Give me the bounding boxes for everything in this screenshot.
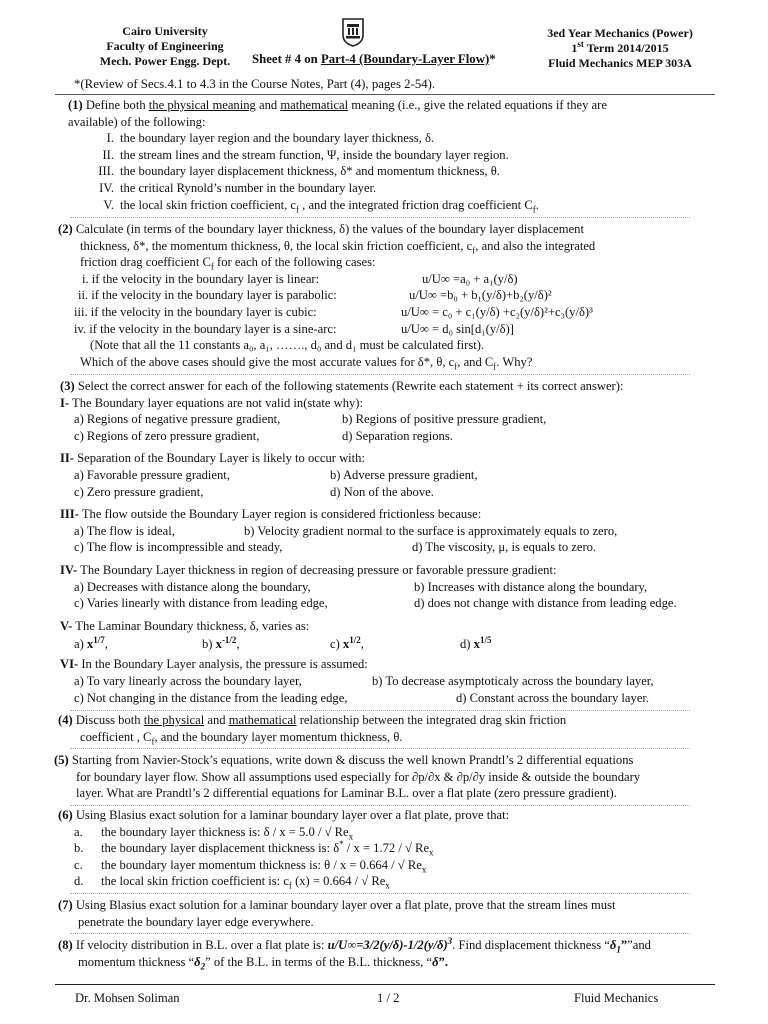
course-header xyxy=(530,26,710,71)
q1-item-5: V. the local skin friction coefficient, $c_f$ , and the integrated friction drag coefficient $C_f$. xyxy=(103,197,539,215)
q1-item-4: IV. the critical Rynold’s number in the boundary layer. xyxy=(99,180,377,195)
university-logo-icon xyxy=(340,17,366,47)
separator xyxy=(70,893,690,894)
question-8: (8) If velocity distribution in B.L. over a flat plate is: $u/U\infty=3/2(y/\delta)-1/2(y/\delta)^3$. Find displacement thickness “$\delta_1””and$ momentum thickness “$\delta_2$” of the B.L. in terms of the B.L. thickness, “δ”. xyxy=(58,935,651,972)
review-note: *(Review of Secs.4.1 to 4.3 in the Course Notes, Part (4), pages 2-54). xyxy=(74,77,436,91)
faculty-name: Faculty of Engineering xyxy=(106,39,224,53)
q3-part-I: I- The Boundary layer equations are not valid in(state why): xyxy=(60,395,363,410)
q3-part-II: II- Separation of the Boundary Layer is likely to occur with: xyxy=(60,451,365,466)
q1-item-2: II. the stream lines and the stream function, Ψ, inside the boundary layer region. xyxy=(102,147,509,162)
separator xyxy=(70,374,690,375)
university-header xyxy=(70,24,260,69)
separator xyxy=(70,805,690,806)
course-code: Fluid Mechanics MEP 303A xyxy=(548,56,692,70)
question-6: (6) Using Blasius exact solution for a laminar boundary layer over a flat plate, prove that: a. the boundary layer thickness is: δ / x = 5.0 / √ $Re_x$ b. the boundary layer displacement thickness is: δ* / x = 1.72 / √ $Re_x$ c. the boundary layer momentum thickness is: θ / x = 0.664 / √ $Re_x$ d. the local skin friction coefficient is: $c_f$ (x) = 0.664 / √ $Re_x$ xyxy=(58,808,510,891)
separator xyxy=(70,217,690,218)
footer-course: Fluid Mechanics xyxy=(574,991,659,1005)
q3-part-V: V- The Laminar Boundary thickness, δ, varies as: xyxy=(60,618,310,633)
q3-part-VI: VI- In the Boundary Layer analysis, the pressure is assumed: xyxy=(60,657,368,672)
q3-part-III: III- The flow outside the Boundary Layer region is considered frictionless because: xyxy=(60,507,482,522)
university-name: Cairo University xyxy=(122,24,208,38)
department-name: Mech. Power Engg. Dept. xyxy=(99,54,231,68)
question-4: (4) Discuss both the physical and mathematical relationship between the integrated drag skin friction coefficient , $C_f$, and the boundary layer momentum thickness, θ. xyxy=(58,713,567,747)
q1-item-3: III. the boundary layer displacement thickness, δ* and momentum thickness, θ. xyxy=(98,164,500,179)
separator xyxy=(70,710,690,711)
q1-item-1: I. the boundary layer region and the boundary layer thickness, δ. xyxy=(106,131,435,146)
year-label: 3ed Year Mechanics (Power) xyxy=(547,26,693,40)
term-label: 1st Term 2014/2015 xyxy=(571,39,669,55)
question-2: (2) Calculate (in terms of the boundary layer thickness, δ) the values of the boundary layer displacement thickness, δ*, the momentum thickness, θ, the local skin friction coefficient, $c_f$, and also the integrated friction drag coefficient $C_f$ for each of the following cases: i. if the velocity in the boundary layer is linear: u/U∞ =a₀ + a₁(y/δ) ii. if the velocity in the boundary layer is parabolic: u/U∞ =b₀ + b₁(y/δ)+b₂(y/δ)² iii. if the velocity in the boundary layer is cubic: u/U∞ = c₀ + c₁(y/δ) +c₂(y/δ)²+c₃(y/δ)³ iv. if the velocity in the boundary layer is a sine-arc: u/U∞ = d₀ sin[d₁(y/δ)] (Note that all the 11 constants a₀, a₁, ……., d₀ and d₁ must be calculated first). Which of the above cases should give the most accurate values for δ*, θ, $c_f$, and $C_f$. Why? xyxy=(58,222,596,372)
question-3: (3) Select the correct answer for each of the following statements (Rewrite each statement + its correct answer): I- The Boundary layer equations are not valid in(state why): a) Regions of negative pressure gradient, b) Regions of positive pressure gradient, c) Regions of zero pressure gradient, d) Separation regions. II- Separation of the Boundary Layer is likely to occur with: a) Favorable pressure gradient, b) Adverse pressure gradient, c) Zero pressure gradient, d) Non of the above. III- The flow outside the Boundary Layer region is considered frictionless because: a) The flow is ideal, b) Velocity gradient normal to the surface is approximately equals to zero, c) The flow is incompressible and steady, d) The viscosity, μ, is equals to zero. IV- The Boundary Layer thickness in region of decreasing pressure or favorable pressure gradient: a) Decreases with distance along the boundary, b) Increases with distance along the boundary, c) Varies linearly with distance from leading edge, d) does not change with distance from leading edge. V- The Laminar Boundary thickness, δ, varies as: a) $x^{1/7}$, b) $x^{-1/2}$, c) $x^{1/2}$, d) $x^{1/5}$ VI- In the Boundary Layer analysis, the pressure is assumed: a) To vary linearly across the boundary layer, b) To decrease asymptoticaly across the boundary layer, c) Not changing in the distance from the leading edge, d) Constant across the boundary layer. xyxy=(60,378,700,706)
question-7: (7) Using Blasius exact solution for a laminar boundary layer over a flat plate, prove that the stream lines must penetrate the boundary layer edge everywhere. xyxy=(58,898,616,929)
footer-divider xyxy=(55,984,715,985)
q3-part-IV: IV- The Boundary Layer thickness in region of decreasing pressure or favorable pressure gradient: xyxy=(60,562,557,577)
footer-page-number: 1 / 2 xyxy=(377,991,400,1005)
sheet-title: Sheet # 4 on Part-4 (Boundary-Layer Flow)* xyxy=(252,52,496,66)
separator xyxy=(70,748,690,749)
header-divider xyxy=(55,94,715,95)
footer-author: Dr. Mohsen Soliman xyxy=(75,991,180,1005)
question-1: (1) Define both the physical meaning and mathematical meaning (i.e., give the related equations if they are available) of the following: I. the boundary layer region and the boundary layer thickness, δ. II. the stream lines and the stream function, Ψ, inside the boundary layer region. III. the boundary layer displacement thickness, δ* and momentum thickness, θ. IV. the critical Rynold’s number in the boundary layer. V. the local skin friction coefficient, $c_f$ , and the integrated friction drag coefficient $C_f$. xyxy=(68,97,693,213)
separator xyxy=(70,933,690,934)
question-5: (5) Starting from Navier-Stock’s equations, write down & discuss the well known Prandtl’s 2 differential equations for boundary layer flow. Show all assumptions used especially for ∂p/∂x & ∂p/∂y inside & outside the boundary layer. What are Prandtl’s 2 differential equations for Laminar B.L. over a flat plate (zero pressure gradient). xyxy=(54,753,641,801)
